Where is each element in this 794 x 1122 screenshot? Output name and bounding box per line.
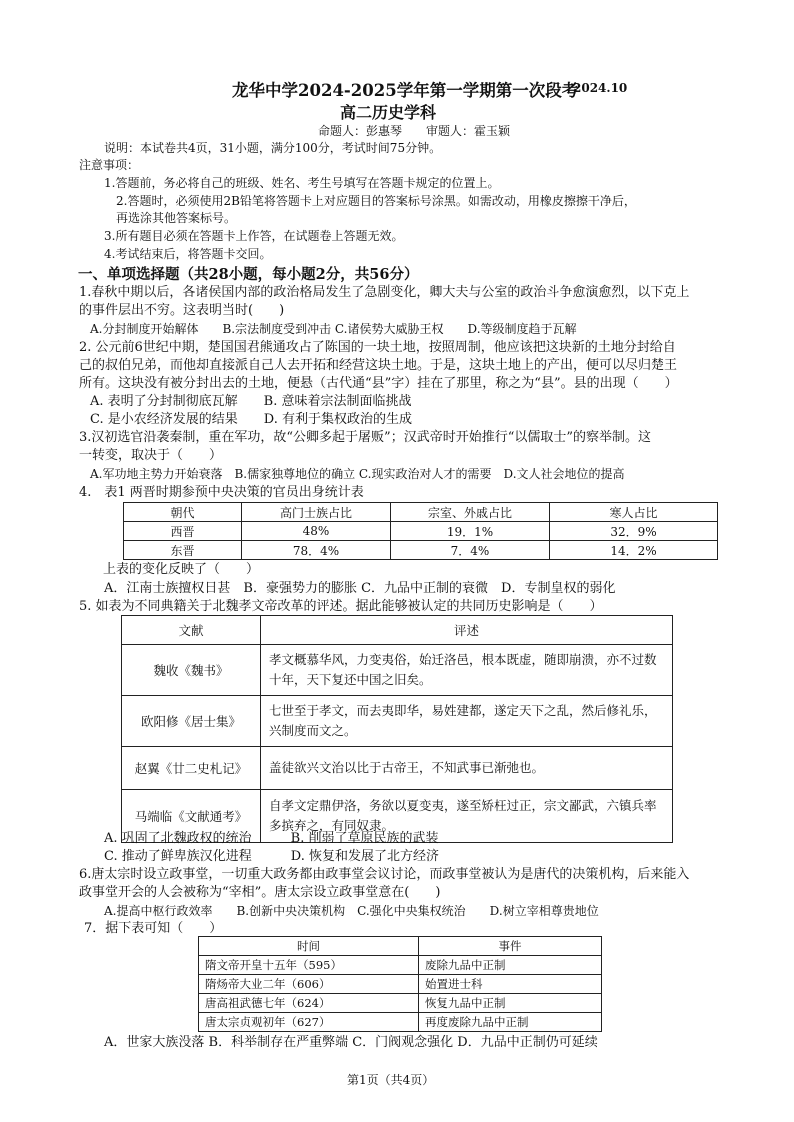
table-cell: 14．2% (550, 541, 718, 560)
question-4-options: A．江南士族擅权日甚 B．豪强势力的膨胀 C．九品中正制的衰微 D．专制皇权的弱化 (104, 581, 616, 596)
note-item: 4.考试结束后，将答题卡交回。 (104, 247, 272, 261)
table-cell: 19．1% (391, 522, 550, 541)
table-header-row (122, 616, 673, 645)
table-header-row (199, 937, 602, 956)
exam-title: 龙华中学2024-2025学年第一学期第一次段考 (232, 81, 579, 100)
table-header-cell: 寒人占比 (550, 503, 718, 522)
table-cell: 48% (242, 522, 391, 541)
note-item: 再选涂其他答案标号。 (116, 211, 237, 225)
question-2-options: A. 表明了分封制彻底瓦解 B. 意味着宗法制面临挑战 (90, 394, 412, 409)
table-row (124, 522, 718, 541)
table-cell: 唐高祖武德七年（624） (199, 994, 419, 1013)
table-header-cell: 时间 (199, 937, 419, 956)
question-3-options: A.军功地主势力开始衰落 B.儒家独尊地位的确立 C.现实政治对人才的需要 D.文人社会地位的提高 (90, 467, 625, 481)
question-5-options: A. 巩固了北魏政权的统治 B. 削弱了草原民族的武装 (104, 831, 439, 846)
question-4-stem: 4. 表1 两晋时期参预中央决策的官员出身统计表 (79, 485, 364, 500)
notes-title: 注意事项： (79, 158, 140, 172)
table-cell: 隋炀帝大业二年（606） (199, 975, 419, 994)
table-cell: 魏收《魏书》 (122, 645, 261, 696)
question-5-options: C. 推动了鲜卑族汉化进程 D. 恢复和发展了北方经济 (104, 849, 439, 864)
question-2-options: C. 是小农经济发展的结果 D. 有利于集权政治的生成 (90, 412, 412, 427)
table-header-cell: 事件 (419, 937, 602, 956)
question-6-options: A.提高中枢行政效率 B.创新中央决策机构 C.强化中央集权统治 D.树立宰相尊贵地位 (104, 904, 599, 918)
question-6-stem: 政事堂开会的人会被称为“宰相”。唐太宗设立政事堂意在( ) (79, 885, 441, 900)
table-cell: 赵翼《廿二史札记》 (122, 747, 261, 790)
section-title: 一、单项选择题（共28小题，每小题2分，共56分） (78, 266, 419, 283)
question-7-options: A．世家大族没落 B．科举制存在严重弊端 C．门阀观念强化 D．九品中正制仍可延续 (104, 1035, 598, 1050)
table-row (199, 975, 602, 994)
question-2-stem: 2. 公元前6世纪中期，楚国国君熊通攻占了陈国的一块土地，按照周制，他应该把这块新的土地分封给自 (79, 340, 676, 355)
note-item: 3.所有题目必须在答题卡上作答，在试题卷上答题无效。 (104, 229, 404, 243)
question-2-stem: 所有。这块没有被分封出去的土地，便悬（古代通“县”字）挂在了那里，称之为“县”。县的出现（ ） (79, 376, 678, 391)
exam-date: 2024.10 (573, 81, 628, 95)
question-4-question: 上表的变化反映了（ ） (103, 562, 260, 577)
table-row (199, 956, 602, 975)
subject-title: 高二历史学科 (340, 103, 437, 122)
table-row (199, 1013, 602, 1032)
table-cell: 恢复九品中正制 (419, 994, 602, 1013)
table-header-cell: 评述 (261, 616, 673, 645)
table-cell: 东晋 (124, 541, 242, 560)
table-cell: 7．4% (391, 541, 550, 560)
table-cell: 七世至于孝文，而去夷即华，易姓建都，遂定天下之乱，然后修礼乐，兴制度而文之。 (261, 696, 673, 747)
question-7-stem: 7．据下表可知（ ） (84, 921, 223, 936)
question-2-stem: 己的叔伯兄弟，而他却直接派自己人去开拓和经营这块土地。于是，这块土地上的产出，便可以尽归楚王 (79, 358, 678, 373)
table-row (122, 696, 673, 747)
table-cell: 隋文帝开皇十五年（595） (199, 956, 419, 975)
table-header-cell: 宗室、外戚占比 (391, 503, 550, 522)
table-header-cell: 高门士族占比 (242, 503, 391, 522)
table-cell: 欧阳修《居士集》 (122, 696, 261, 747)
question-1-stem: 1.春秋中期以后，各诸侯国内部的政治格局发生了急剧变化，卿大夫与公室的政治斗争愈演愈烈，以下克上 (79, 285, 690, 300)
question-1-stem: 的事件层出不穷。这表明当时( ) (79, 303, 285, 318)
table-row (122, 747, 673, 790)
table-row (199, 994, 602, 1013)
table-cell: 孝文概慕华风，力变夷俗，始迁洛邑，根本既虚，随即崩溃，亦不过数十年，天下复还中国之旧矣。 (261, 645, 673, 696)
table-officials (123, 502, 718, 560)
question-1-options: A.分封制度开始解体 B.宗法制度受到冲击 C.诸侯势大威胁王权 D.等级制度趋于瓦解 (90, 322, 577, 336)
authors: 命题人：彭惠琴 审题人：霍玉颖 (318, 124, 511, 138)
question-5-stem: 5. 如表为不同典籍关于北魏孝文帝改革的评述。据此能够被认定的共同历史影响是（ ） (79, 599, 603, 614)
page-number: 第1页（共4页） (347, 1073, 435, 1087)
table-cell: 78．4% (242, 541, 391, 560)
table-cell: 马端临《文献通考》 (122, 790, 261, 843)
table-cell: 西晋 (124, 522, 242, 541)
note-item: 2.答题时，必须使用2B铅笔将答题卡上对应题目的答案标号涂黑。如需改动，用橡皮擦擦干净后， (116, 194, 636, 208)
question-6-stem: 6.唐太宗时设立政事堂，一切重大政务都由政事堂会议讨论，而政事堂被认为是唐代的决策机构，后来能入 (79, 867, 690, 882)
table-events (198, 936, 602, 1032)
table-header-cell: 文献 (122, 616, 261, 645)
table-cell: 废除九品中正制 (419, 956, 602, 975)
table-cell: 唐太宗贞观初年（627） (199, 1013, 419, 1032)
table-cell: 32．9% (550, 522, 718, 541)
table-row (122, 645, 673, 696)
table-cell: 始置进士科 (419, 975, 602, 994)
table-reviews (121, 615, 673, 843)
exam-description: 说明：本试卷共4页，31小题，满分100分，考试时间75分钟。 (104, 141, 442, 155)
table-header-cell: 朝代 (124, 503, 242, 522)
question-3-stem: 一转变，取决于（ ） (79, 448, 223, 463)
table-cell: 再度废除九品中正制 (419, 1013, 602, 1032)
table-cell: 盖徒欲兴文治以比于古帝王，不知武事已渐弛也。 (261, 747, 673, 790)
table-row (124, 541, 718, 560)
table-cell: 自孝文定鼎伊洛，务欲以夏变夷，遂至矫枉过正，宗文鄙武，六镇兵率多摈弃之，有同奴隶。 (261, 790, 673, 843)
note-item: 1.答题前，务必将自己的班级、姓名、考生号填写在答题卡规定的位置上。 (104, 176, 500, 190)
question-3-stem: 3.汉初选官沿袭秦制，重在军功，故“公卿多起于屠贩”；汉武帝时开始推行“以儒取士”的察举制。这 (79, 430, 651, 445)
table-header-row (124, 503, 718, 522)
